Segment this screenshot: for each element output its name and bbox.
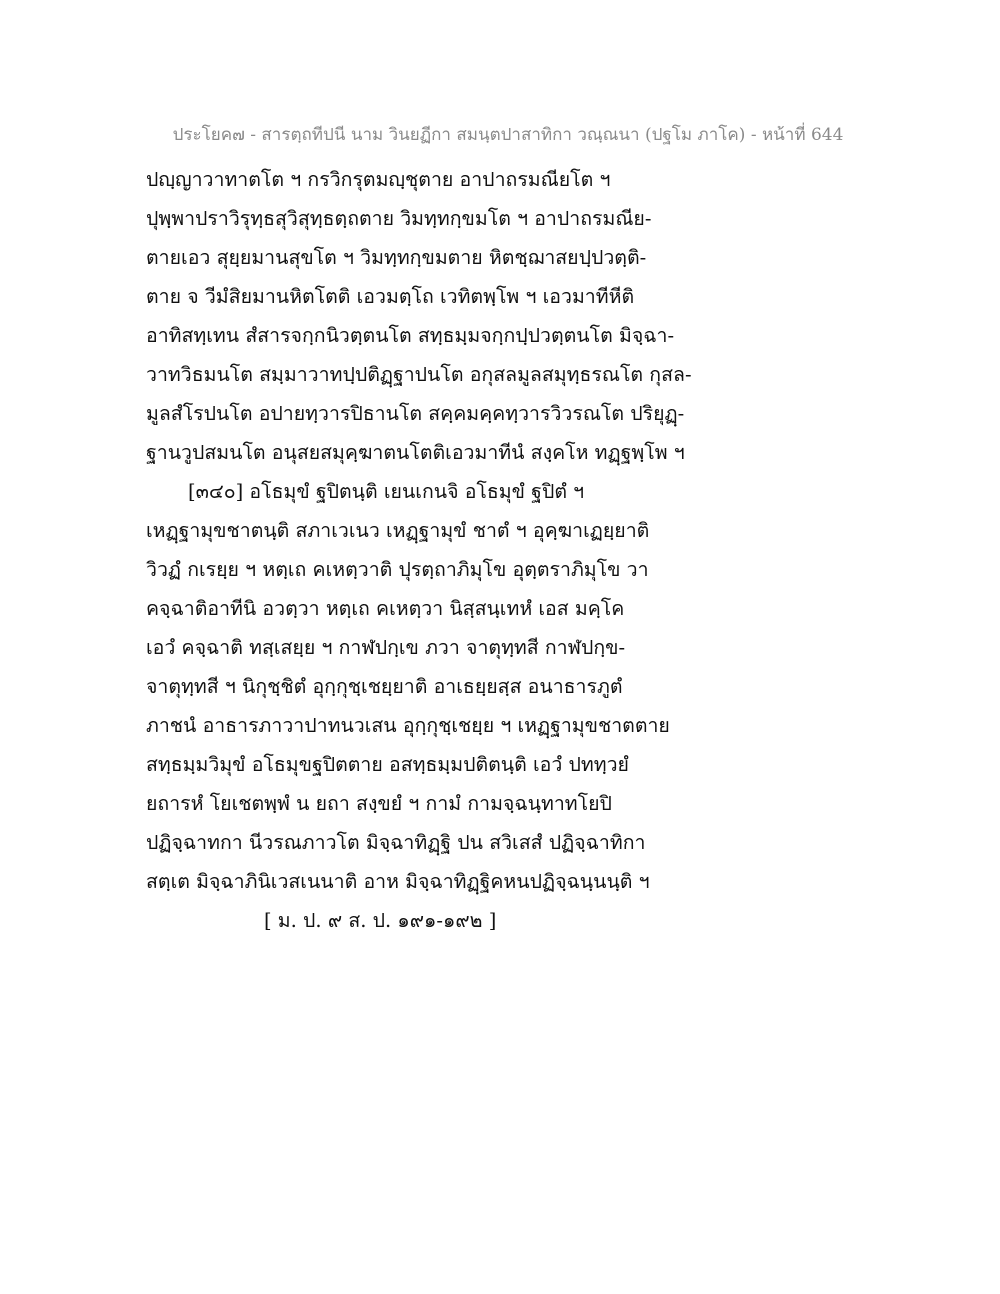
text-line: ภาชนํ อาธารภาวาปาทนวเสน อุกฺกุชฺเชยฺย ฯ เหฏฺฐามุขชาตตาย bbox=[146, 714, 670, 737]
body-text bbox=[146, 160, 766, 940]
reference-citation: [ ม. ป. ๙ ส. ป. ๑๙๑-๑๙๒ ] bbox=[264, 909, 497, 932]
text-line: เอวํ คจฺฉาติ ทสฺเสยฺย ฯ กาฬปกฺเข ภวา จาตุทฺทสี กาฬปกฺข- bbox=[146, 636, 626, 659]
page-header: ประโยค๗ - สารตฺถทีปนี นาม วินยฏีกา สมนฺตปาสาทิกา วณฺณนา (ปฐโม ภาโค) - หน้าที่ 644 bbox=[172, 125, 844, 145]
text-line: ปฏิจฺฉาทกา นีวรณภาวโต มิจฺฉาทิฏฺฐิ ปน สวิเสสํ ปฏิจฺฉาทิกา bbox=[146, 831, 646, 854]
text-line: ปุพฺพาปราวิรุทฺธสุวิสุทฺธตฺถตาย วิมทฺทกฺขมโต ฯ อาปาถรมณีย- bbox=[146, 207, 652, 230]
text-line: ฐานวูปสมนโต อนุสยสมุคฺฆาตนโตติเอวมาทีนํ สงฺคโห ทฏฺฐพฺโพ ฯ bbox=[146, 441, 685, 464]
text-line: จาตุทฺทสี ฯ นิกุชฺชิตํ อุกฺกุชฺเชยฺยาติ อาเธยฺยสฺส อนาธารภูตํ bbox=[146, 675, 623, 698]
text-line: เหฏฺฐามุขชาตนฺติ สภาเวเนว เหฏฺฐามุขํ ชาตํ ฯ อุคฺฆาเฏยฺยาติ bbox=[146, 519, 650, 542]
text-line: มูลสํโรปนโต อปายทฺวารปิธานโต สคฺคมคฺคทฺวารวิวรณโต ปริยุฏฺ- bbox=[146, 402, 685, 425]
paragraph-start-line: [๓๔๐] อโธมุขํ ฐปิตนฺติ เยนเกนจิ อโธมุขํ ฐปิตํ ฯ bbox=[188, 480, 585, 503]
text-line: สตฺเต มิจฺฉาภินิเวสเนนาติ อาห มิจฺฉาทิฏฺฐิคหนปฏิจฺฉนฺนนฺติ ฯ bbox=[146, 870, 650, 893]
text-line: สทฺธมฺมวิมุขํ อโธมุขฐปิตตาย อสทฺธมฺมปติตนฺติ เอวํ ปททฺวยํ bbox=[146, 753, 629, 776]
text-line: อาทิสทฺเทน สํสารจกฺกนิวตฺตนโต สทฺธมฺมจกฺกปฺปวตฺตนโต มิจฺฉา- bbox=[146, 324, 675, 347]
text-line: วาทวิธมนโต สมฺมาวาทปฺปติฏฺฐาปนโต อกุสลมูลสมุทฺธรณโต กุสล- bbox=[146, 363, 692, 386]
text-line: วิวฏํ กเรยฺย ฯ หตฺเถ คเหตฺวาติ ปุรตฺถาภิมุโข อุตฺตราภิมุโข วา bbox=[146, 558, 649, 581]
text-line: ปญฺญาวาทาตโต ฯ กรวิกรุตมญฺชุตาย อาปาถรมณียโต ฯ bbox=[146, 168, 611, 191]
text-line: ตายเอว สุยฺยมานสุขโต ฯ วิมทฺทกฺขมตาย หิตชฺฌาสยปฺปวตฺติ- bbox=[146, 246, 647, 269]
text-line: ยถารหํ โยเชตพฺพํ น ยถา สงฺขยํ ฯ กามํ กามจฺฉนฺทาทโยปิ bbox=[146, 792, 612, 815]
text-line: ตาย จ วีมํสิยมานหิตโตติ เอวมตฺโถ เวทิตพฺโพ ฯ เอวมาทีหีติ bbox=[146, 285, 635, 308]
text-line: คจฺฉาติอาทีนิ อวตฺวา หตฺเถ คเหตฺวา นิสฺสนฺเทหํ เอส มคฺโค bbox=[146, 597, 625, 620]
